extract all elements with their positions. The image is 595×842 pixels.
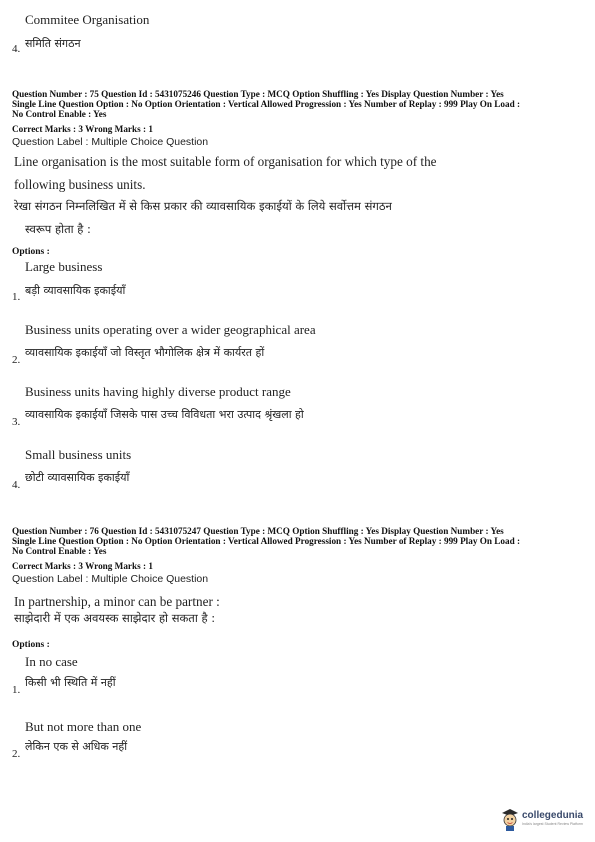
question-text-hi: स्वरूप होता है : <box>25 222 91 236</box>
graduate-mascot-icon <box>500 807 520 831</box>
question-meta: No Control Enable : Yes <box>12 546 107 556</box>
options-heading: Options : <box>12 640 50 650</box>
question-text-en: In partnership, a minor can be partner : <box>14 594 220 609</box>
option-text-hi: व्यावसायिक इकाईयाँ जिसके पास उच्च विविधता भरा उत्पाद श्रृंखला हो <box>25 408 304 421</box>
option-number: 2. <box>12 354 21 366</box>
option-number: 1. <box>12 291 21 303</box>
question-meta: Question Number : 76 Question Id : 5431075247 Question Type : MCQ Option Shuffling : Yes Display Question Number : Yes <box>12 526 504 536</box>
option-number: 4. <box>12 479 21 491</box>
option-number: 4. <box>12 43 21 55</box>
question-text-en: following business units. <box>14 177 146 192</box>
option-text-hi: समिति संगठन <box>25 37 81 50</box>
question-meta: Question Number : 75 Question Id : 5431075246 Question Type : MCQ Option Shuffling : Yes Display Question Number : Yes <box>12 89 504 99</box>
question-marks: Correct Marks : 3 Wrong Marks : 1 <box>12 124 153 134</box>
question-text-hi: रेखा संगठन निम्नलिखित में से किस प्रकार की व्यावसायिक इकाईयों के लिये सर्वोत्तम संगठन <box>14 199 392 213</box>
option-text-en: Business units operating over a wider geographical area <box>25 322 316 337</box>
option-number: 2. <box>12 748 21 760</box>
option-text-en: Commitee Organisation <box>25 12 150 27</box>
option-text-hi: छोटी व्यावसायिक इकाईयाँ <box>25 471 130 484</box>
option-text-hi: बड़ी व्यावसायिक इकाईयाँ <box>25 284 126 297</box>
question-text-hi: साझेदारी में एक अवयस्क साझेदार हो सकता है : <box>14 611 216 625</box>
question-meta: No Control Enable : Yes <box>12 109 107 119</box>
collegedunia-logo <box>500 807 590 833</box>
option-text-en: Large business <box>25 259 103 274</box>
question-meta: Single Line Question Option : No Option Orientation : Vertical Allowed Progression : Yes Number of Replay : 999 Play On Load : <box>12 99 521 109</box>
question-text-en: Line organisation is the most suitable form of organisation for which type of the <box>14 154 437 169</box>
option-number: 1. <box>12 684 21 696</box>
question-marks: Correct Marks : 3 Wrong Marks : 1 <box>12 561 153 571</box>
logo-name: collegedunia <box>522 810 584 821</box>
option-text-hi: व्यावसायिक इकाईयाँ जो विस्तृत भौगोलिक क्षेत्र में कार्यरत हों <box>25 346 265 359</box>
option-text-en: Small business units <box>25 447 132 462</box>
option-text-en: In no case <box>25 654 78 669</box>
question-meta: Single Line Question Option : No Option Orientation : Vertical Allowed Progression : Yes Number of Replay : 999 Play On Load : <box>12 536 521 546</box>
options-heading: Options : <box>12 247 50 257</box>
option-text-hi: किसी भी स्थिति में नहीं <box>25 676 116 689</box>
question-label: Question Label : Multiple Choice Question <box>12 136 209 148</box>
option-text-en: But not more than one <box>25 719 142 734</box>
option-text-en: Business units having highly diverse product range <box>25 384 291 399</box>
option-number: 3. <box>12 416 21 428</box>
question-label: Question Label : Multiple Choice Question <box>12 573 209 585</box>
logo-tagline: India's largest Student Review Platform <box>522 822 583 826</box>
option-text-hi: लेकिन एक से अधिक नहीं <box>25 740 128 753</box>
